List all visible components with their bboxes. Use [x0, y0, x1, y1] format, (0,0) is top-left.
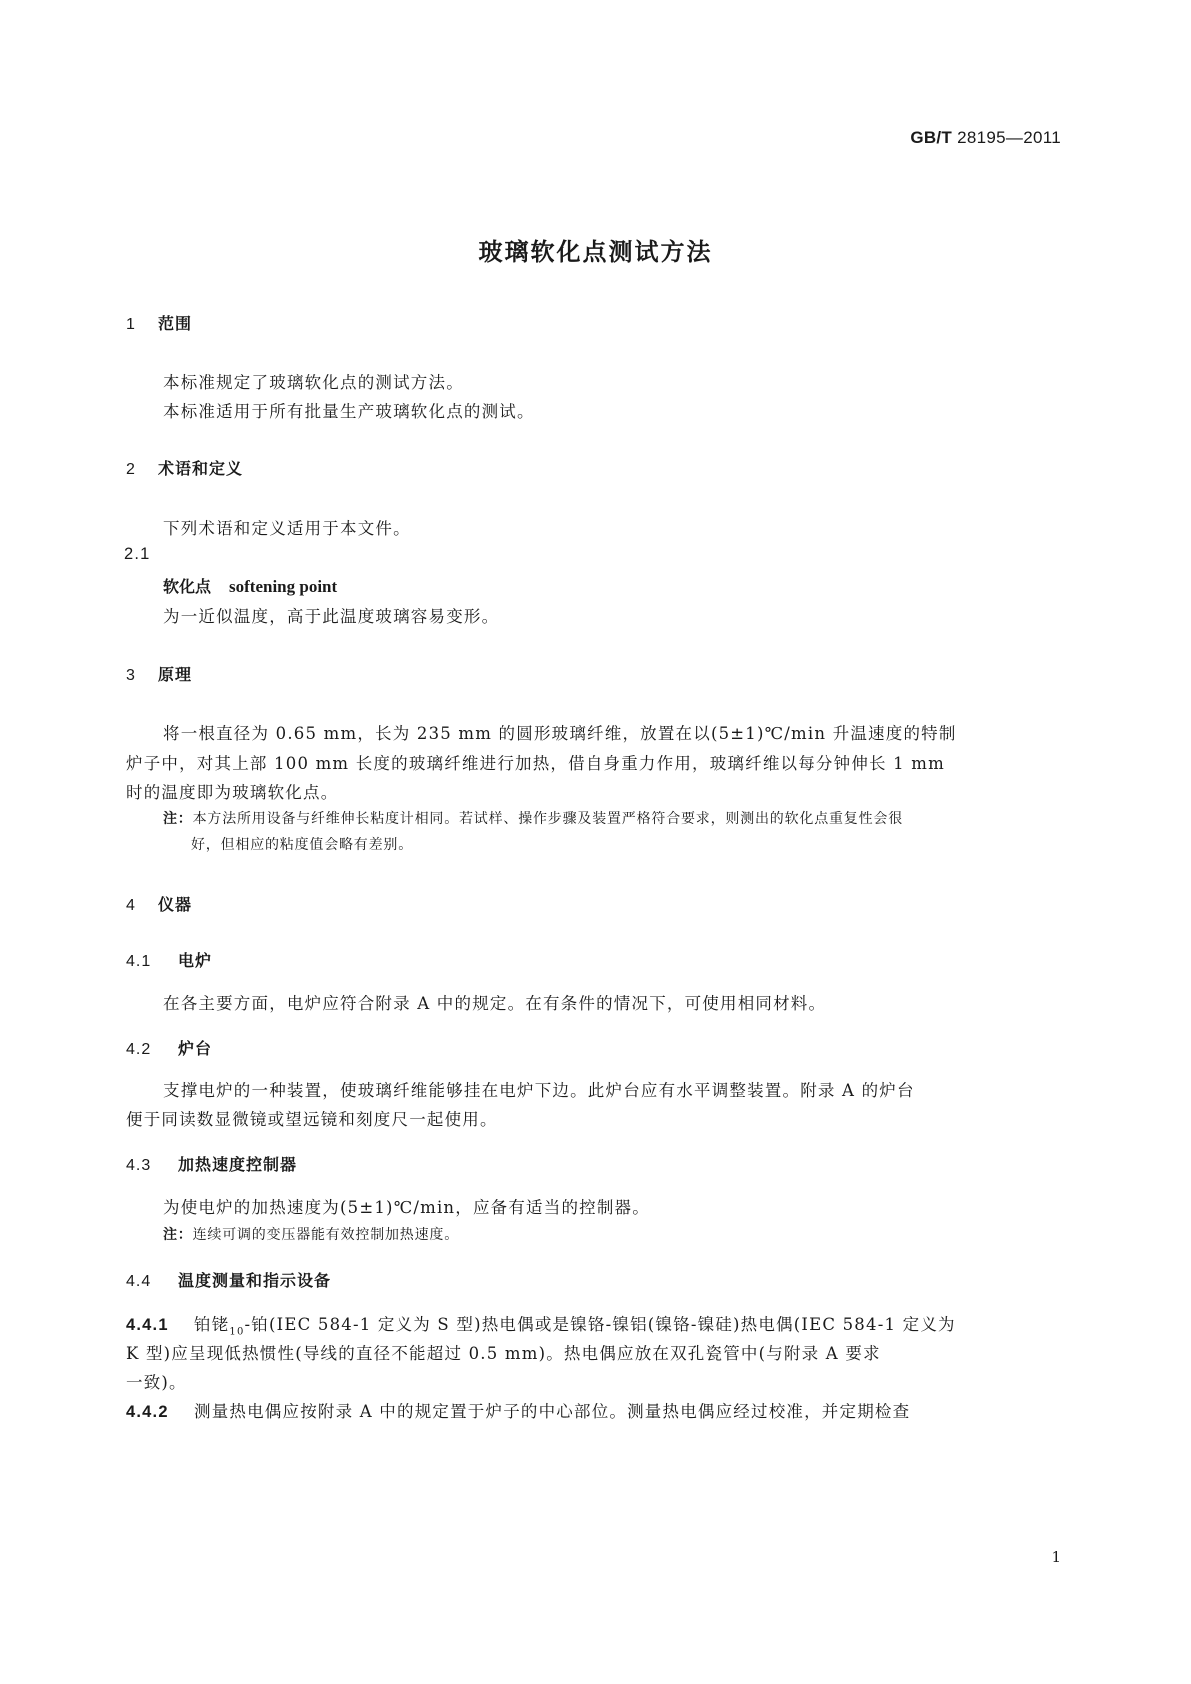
subsection-4-3-note: [163, 1224, 459, 1244]
subsection-4-1-heading: [126, 948, 212, 971]
document-title: 玻璃软化点测试方法: [478, 238, 713, 266]
subsection-number: 4.2: [126, 1041, 152, 1058]
clause-4-4-2-line-1: [126, 1398, 910, 1422]
section-2-paragraph-1: 下列术语和定义适用于本文件。: [163, 519, 411, 538]
section-3-line-2: 炉子中，对其上部 100 mm 长度的玻璃纤维进行加热，借自身重力作用，玻璃纤维以每分钟伸长 1 mm: [126, 754, 945, 773]
section-3-note-continued: 好，但相应的粘度值会略有差别。: [191, 837, 413, 853]
subsection-4-2-line-1: 支撑电炉的一种装置，使玻璃纤维能够挂在电炉下边。此炉台应有水平调整装置。附录 A 的炉台: [163, 1081, 915, 1100]
clause-4-4-1-line-3: 一致)。: [126, 1373, 187, 1392]
subsection-4-3-heading: [126, 1152, 297, 1175]
clause-text: 测量热电偶应按附录 A 中的规定置于炉子的中心部位。测量热电偶应经过校准，并定期检查: [194, 1402, 911, 1421]
section-3-line-3: 时的温度即为玻璃软化点。: [126, 783, 339, 802]
section-3-note: [163, 808, 903, 828]
subsection-4-2-heading: [126, 1036, 212, 1059]
section-number: 3: [126, 667, 136, 684]
standard-code-prefix: GB/T: [910, 128, 953, 147]
note-text: 本方法所用设备与纤维伸长粘度计相同。若试样、操作步骤及装置严格符合要求，则测出的软化点重复性会很: [192, 811, 904, 827]
section-title: 原理: [158, 665, 193, 684]
section-title: 范围: [158, 314, 193, 333]
section-3-heading: [126, 662, 192, 685]
clause-4-4-1-line-1: [126, 1311, 956, 1337]
section-1-paragraph-2: 本标准适用于所有批量生产玻璃软化点的测试。: [163, 402, 535, 421]
subsection-title: 温度测量和指示设备: [178, 1271, 332, 1290]
subsection-number: 4.4: [126, 1273, 152, 1290]
subsection-4-3-paragraph: 为使电炉的加热速度为(5±1)℃/min，应备有适当的控制器。: [163, 1198, 650, 1217]
term-number: 2.1: [124, 545, 151, 563]
clause-4-4-1-line-2: K 型)应呈现低热惯性(导线的直径不能超过 0.5 mm)。热电偶应放在双孔瓷管中(与附录 A 要求: [126, 1344, 881, 1363]
section-number: 1: [126, 316, 136, 333]
term-chinese: 软化点: [163, 577, 212, 596]
subsection-4-1-paragraph: 在各主要方面，电炉应符合附录 A 中的规定。在有条件的情况下，可使用相同材料。: [163, 994, 827, 1013]
term-definition: 为一近似温度，高于此温度玻璃容易变形。: [163, 607, 500, 626]
subsection-title: 加热速度控制器: [178, 1155, 298, 1174]
subsection-4-2-line-2: 便于同读数显微镜或望远镜和刻度尺一起使用。: [126, 1110, 498, 1129]
section-2-heading: [126, 456, 243, 479]
note-text: 连续可调的变压器能有效控制加热速度。: [192, 1227, 460, 1243]
note-label: 注：: [163, 1227, 193, 1243]
clause-subscript: 10: [229, 1326, 245, 1338]
subsection-number: 4.1: [126, 953, 152, 970]
standard-code-number: 28195—2011: [957, 128, 1061, 147]
section-4-heading: [126, 892, 192, 915]
section-1-paragraph-1: 本标准规定了玻璃软化点的测试方法。: [163, 373, 464, 392]
section-number: 4: [126, 897, 136, 914]
subsection-title: 电炉: [178, 951, 213, 970]
subsection-4-4-heading: [126, 1268, 331, 1291]
note-label: 注：: [163, 811, 193, 827]
subsection-title: 炉台: [178, 1039, 213, 1058]
clause-text-b: -铂(IEC 584-1 定义为 S 型)热电偶或是镍铬-镍铝(镍铬-镍硅)热电偶(IEC 584-1 定义为: [244, 1315, 956, 1334]
section-1-heading: [126, 311, 192, 334]
clause-text-a: 铂铑: [194, 1315, 230, 1334]
subsection-number: 4.3: [126, 1157, 152, 1174]
section-title: 仪器: [158, 895, 193, 914]
term-english: softening point: [229, 577, 338, 596]
clause-number: 4.4.1: [126, 1316, 169, 1334]
page-number: 1: [1051, 1548, 1061, 1566]
section-number: 2: [126, 461, 136, 478]
term-entry: [163, 574, 337, 597]
section-3-line-1: 将一根直径为 0.65 mm，长为 235 mm 的圆形玻璃纤维，放置在以(5±1)℃/min 升温速度的特制: [163, 724, 957, 743]
standard-code: [910, 128, 1061, 148]
section-title: 术语和定义: [158, 459, 244, 478]
clause-number: 4.4.2: [126, 1403, 169, 1421]
